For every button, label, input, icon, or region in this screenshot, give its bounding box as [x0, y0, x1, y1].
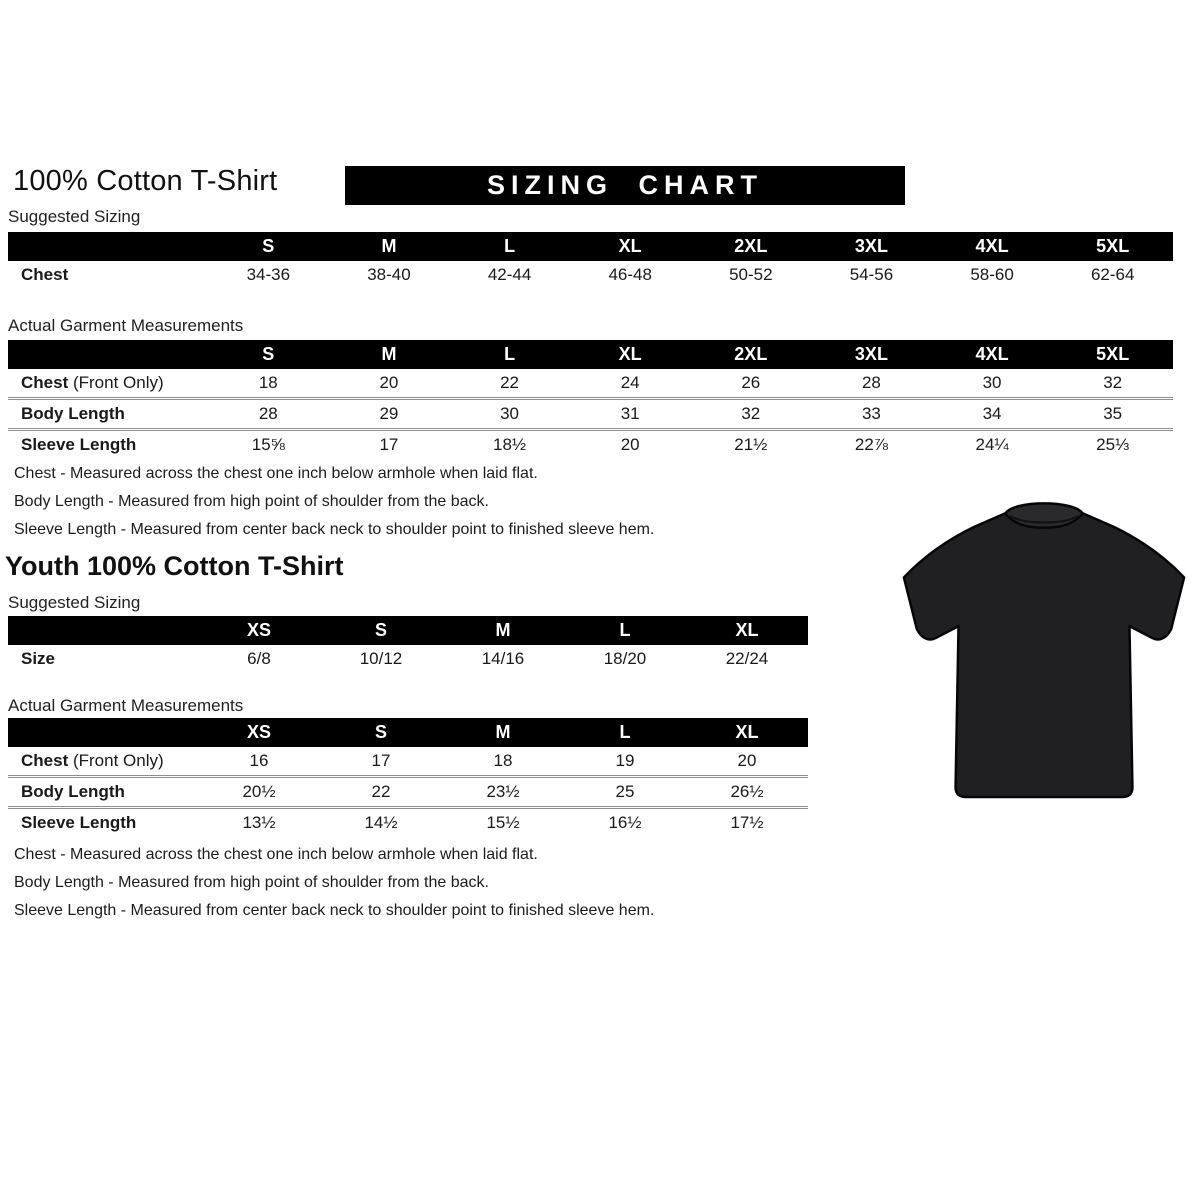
- note-line: Body Length - Measured from high point of shoulder from the back.: [14, 874, 489, 891]
- table-row: [8, 777, 808, 808]
- col-header: 4XL: [932, 232, 1053, 261]
- col-header: XS: [198, 616, 320, 645]
- adult-measurement-notes: [14, 460, 654, 544]
- note-line: Chest - Measured across the chest one inch below armhole when laid flat.: [14, 465, 538, 482]
- col-header: S: [208, 340, 329, 369]
- cell: 28: [208, 399, 329, 430]
- cell: 15⅝: [251, 435, 285, 454]
- sizing-chart-banner-text: SIZING CHART: [487, 170, 763, 200]
- table-row: [8, 261, 1173, 289]
- cell: 17½: [730, 813, 764, 832]
- corner-cell: [8, 616, 198, 645]
- cell: 54-56: [849, 265, 894, 284]
- cell: 29: [329, 399, 450, 430]
- cell: 26: [691, 369, 812, 399]
- cell: 20: [620, 435, 640, 454]
- note-line: Body Length - Measured from high point of shoulder from the back.: [14, 493, 489, 510]
- col-header: L: [564, 616, 686, 645]
- row-label: Size: [21, 649, 56, 668]
- cell: 58-60: [970, 265, 1014, 284]
- page-title: 100% Cotton T-Shirt: [13, 165, 278, 197]
- cell: 6/8: [247, 649, 271, 668]
- col-header: M: [329, 340, 450, 369]
- col-header: 5XL: [1052, 232, 1173, 261]
- youth-suggested-sizing-label: Suggested Sizing: [8, 593, 141, 612]
- cell: 25: [564, 777, 686, 808]
- col-header: XL: [686, 616, 808, 645]
- cell: 20½: [198, 777, 320, 808]
- cell: 30: [449, 399, 570, 430]
- header-row: [8, 718, 808, 747]
- cell: 32: [1052, 369, 1173, 399]
- cell: 46-48: [608, 265, 652, 284]
- cell: 34: [932, 399, 1053, 430]
- header-row: [8, 616, 808, 645]
- table-row: [8, 747, 808, 777]
- table-row: [8, 430, 1173, 460]
- tshirt-body: [904, 506, 1184, 797]
- note-line: Sleeve Length - Measured from center back neck to shoulder point to finished sleeve hem.: [14, 902, 655, 919]
- cell: 24¼: [975, 435, 1009, 454]
- col-header: L: [564, 718, 686, 747]
- cell: 18: [442, 747, 564, 777]
- cell: 28: [811, 369, 932, 399]
- corner-cell: [8, 232, 208, 261]
- corner-cell: [8, 718, 198, 747]
- youth-measurement-notes: [14, 841, 654, 925]
- col-header: XL: [570, 232, 691, 261]
- col-header: M: [442, 718, 564, 747]
- cell: 18: [208, 369, 329, 399]
- row-label: Chest (Front Only): [8, 747, 198, 777]
- row-label: Chest: [21, 265, 69, 284]
- col-header: XL: [570, 340, 691, 369]
- col-header: XS: [198, 718, 320, 747]
- row-label: Chest (Front Only): [8, 369, 208, 399]
- youth-actual-measurements-table: [8, 718, 808, 837]
- col-header: M: [442, 616, 564, 645]
- table-row: [8, 808, 808, 838]
- table-row: [8, 369, 1173, 399]
- adult-actual-measurements-table: [8, 340, 1173, 459]
- cell: 31: [570, 399, 691, 430]
- table-row: [8, 399, 1173, 430]
- cell: 25⅓: [1096, 435, 1130, 454]
- cell: 50-52: [729, 265, 773, 284]
- cell: 22⅞: [854, 435, 888, 454]
- tshirt-image: [893, 486, 1195, 804]
- cell: 38-40: [367, 265, 411, 284]
- youth-suggested-sizing-table: [8, 616, 808, 673]
- col-header: M: [329, 232, 450, 261]
- adult-suggested-sizing-label: Suggested Sizing: [8, 207, 141, 226]
- col-header: 3XL: [811, 340, 932, 369]
- cell: 14/16: [481, 649, 525, 668]
- cell: 20: [329, 369, 450, 399]
- cell: 22: [320, 777, 442, 808]
- header-row: [8, 232, 1173, 261]
- cell: 17: [379, 435, 399, 454]
- cell: 22/24: [725, 649, 769, 668]
- col-header: L: [449, 340, 570, 369]
- cell: 35: [1052, 399, 1173, 430]
- corner-cell: [8, 340, 208, 369]
- row-label: Body Length: [8, 399, 208, 430]
- table-row: [8, 645, 808, 673]
- cell: 18½: [493, 435, 527, 454]
- cell: 10/12: [359, 649, 403, 668]
- col-header: 2XL: [691, 340, 812, 369]
- tshirt-collar: [1005, 503, 1083, 527]
- youth-section-title: Youth 100% Cotton T-Shirt: [5, 551, 344, 581]
- cell: 30: [932, 369, 1053, 399]
- cell: 19: [564, 747, 686, 777]
- col-header: 4XL: [932, 340, 1053, 369]
- adult-actual-measurements-label: Actual Garment Measurements: [8, 316, 244, 335]
- cell: 34-36: [246, 265, 291, 284]
- youth-actual-measurements-label: Actual Garment Measurements: [8, 696, 244, 715]
- adult-suggested-sizing-table: [8, 232, 1173, 289]
- cell: 32: [691, 399, 812, 430]
- note-line: Chest - Measured across the chest one inch below armhole when laid flat.: [14, 846, 538, 863]
- cell: 21½: [734, 435, 768, 454]
- cell: 20: [686, 747, 808, 777]
- col-header: L: [449, 232, 570, 261]
- col-header: 5XL: [1052, 340, 1173, 369]
- col-header: 2XL: [691, 232, 812, 261]
- cell: 22: [449, 369, 570, 399]
- col-header: 3XL: [811, 232, 932, 261]
- row-label: Sleeve Length: [21, 435, 137, 454]
- sizing-chart-banner: [345, 166, 905, 205]
- cell: 16½: [608, 813, 642, 832]
- col-header: S: [208, 232, 329, 261]
- cell: 24: [570, 369, 691, 399]
- cell: 16: [198, 747, 320, 777]
- cell: 62-64: [1090, 265, 1135, 284]
- cell: 23½: [442, 777, 564, 808]
- cell: 13½: [242, 813, 276, 832]
- cell: 17: [320, 747, 442, 777]
- cell: 15½: [486, 813, 520, 832]
- col-header: XL: [686, 718, 808, 747]
- cell: 26½: [686, 777, 808, 808]
- header-row: [8, 340, 1173, 369]
- note-line: Sleeve Length - Measured from center back neck to shoulder point to finished sleeve hem.: [14, 521, 655, 538]
- row-label: Sleeve Length: [21, 813, 137, 832]
- cell: 18/20: [603, 649, 647, 668]
- col-header: S: [320, 718, 442, 747]
- col-header: S: [320, 616, 442, 645]
- cell: 14½: [364, 813, 398, 832]
- row-label: Body Length: [8, 777, 198, 808]
- cell: 33: [811, 399, 932, 430]
- cell: 42-44: [487, 265, 532, 284]
